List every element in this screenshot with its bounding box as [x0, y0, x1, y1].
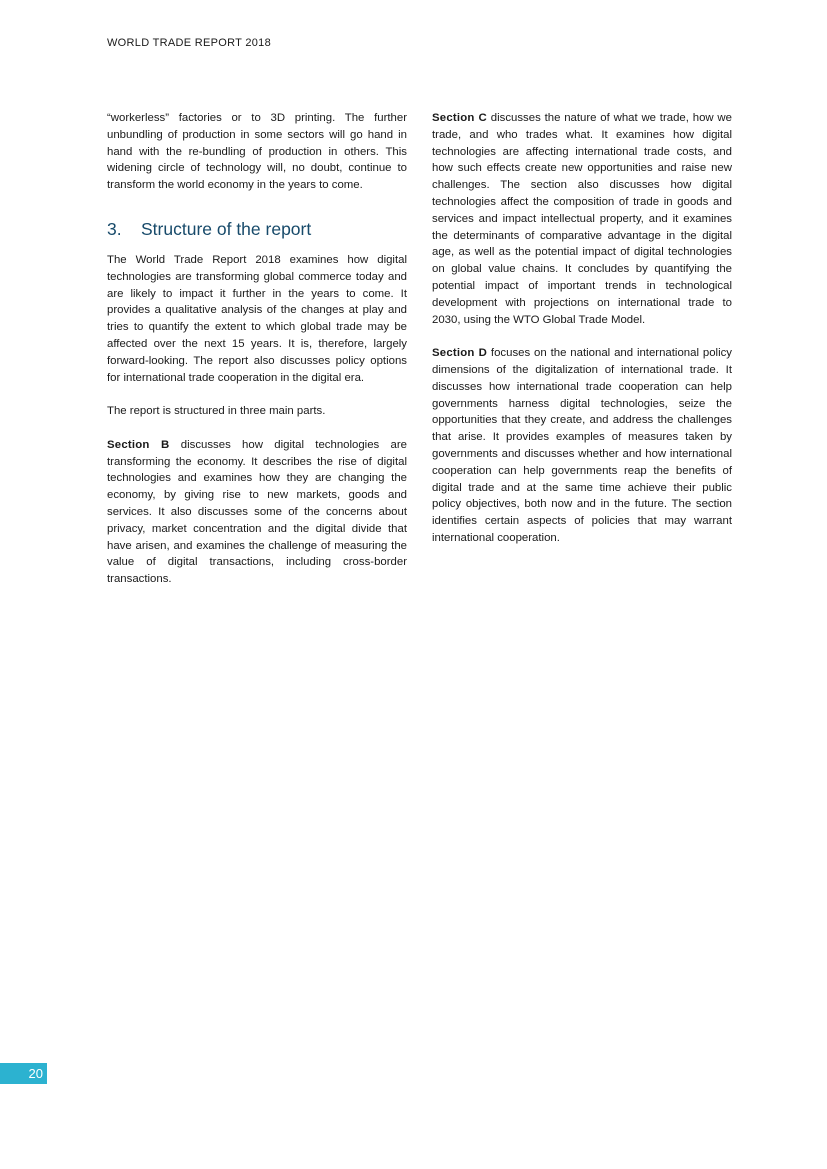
running-header: WORLD TRADE REPORT 2018 [107, 37, 272, 49]
section-c-label: Section C [432, 112, 487, 124]
page-number-badge: 20 [0, 1063, 47, 1084]
section-b-paragraph [107, 437, 407, 588]
section-c-text: discusses the nature of what we trade, how we trade, and who trades what. It examines how digital technologies are affecting international trade costs, and how such effects create new opportunities and raise new challenges. The section also discusses how digital technologies affect the composition of trade in goods and services and impact intellectual property, and it examines the determinants of comparative advantage in the digital age, as well as the potential impact of digital technologies on global value chains. It concludes by quantifying the potential impact of important trends in technological development with projections on international trade to 2030, using the WTO Global Trade Model. [432, 112, 732, 326]
section-d-text: focuses on the national and international policy dimensions of the digitalization of international trade. It discusses how international trade cooperation can help governments harness digital technologies, seize the opportunities that they create, and address the challenges that arise. It provides examples of measures taken by governments and discusses whether and how international cooperation can help governments reap the benefits of digital trade and at the same time achieve their public policy objectives, both now and in the future. The section identifies certain aspects of policies that may warrant international cooperation. [432, 347, 732, 544]
section-number: 3. [107, 218, 122, 239]
section-heading [107, 218, 407, 240]
section-d-label: Section D [432, 347, 488, 360]
section-b-label: Section B [107, 438, 170, 451]
structure-paragraph: The report is structured in three main parts. [107, 405, 326, 418]
section-d-paragraph [432, 345, 732, 547]
section-c-paragraph [432, 110, 732, 328]
left-column [107, 110, 407, 605]
overview-paragraph: The World Trade Report 2018 examines how digital technologies are transforming global commerce today and are likely to impact it further in the years to come. It provides a qualitative analysis of the changes at play and tries to quantify the extent to which global trade may be affected over the next 15 years. It is, therefore, largely forward-looking. The report also discusses policy options for international trade cooperation in the digital era. [107, 253, 407, 384]
section-title: Structure of the report [141, 218, 312, 239]
section-b-text: discusses how digital technologies are transforming the economy. It describes the rise of digital technologies and examines how they are changing the economy, by giving rise to new markets, goods and services. It also discusses some of the concerns about privacy, market concentration and the digital divide that have arisen, and examines the challenge of measuring the value of digital transactions, including cross-border transactions. [107, 438, 407, 586]
intro-paragraph: “workerless” factories or to 3D printing. The further unbundling of production in some sectors will go hand in hand with the re-bundling of production in others. This widening circle of technology will, no doubt, continue to transform the world economy in the years to come. [107, 112, 407, 192]
right-column [432, 110, 732, 564]
